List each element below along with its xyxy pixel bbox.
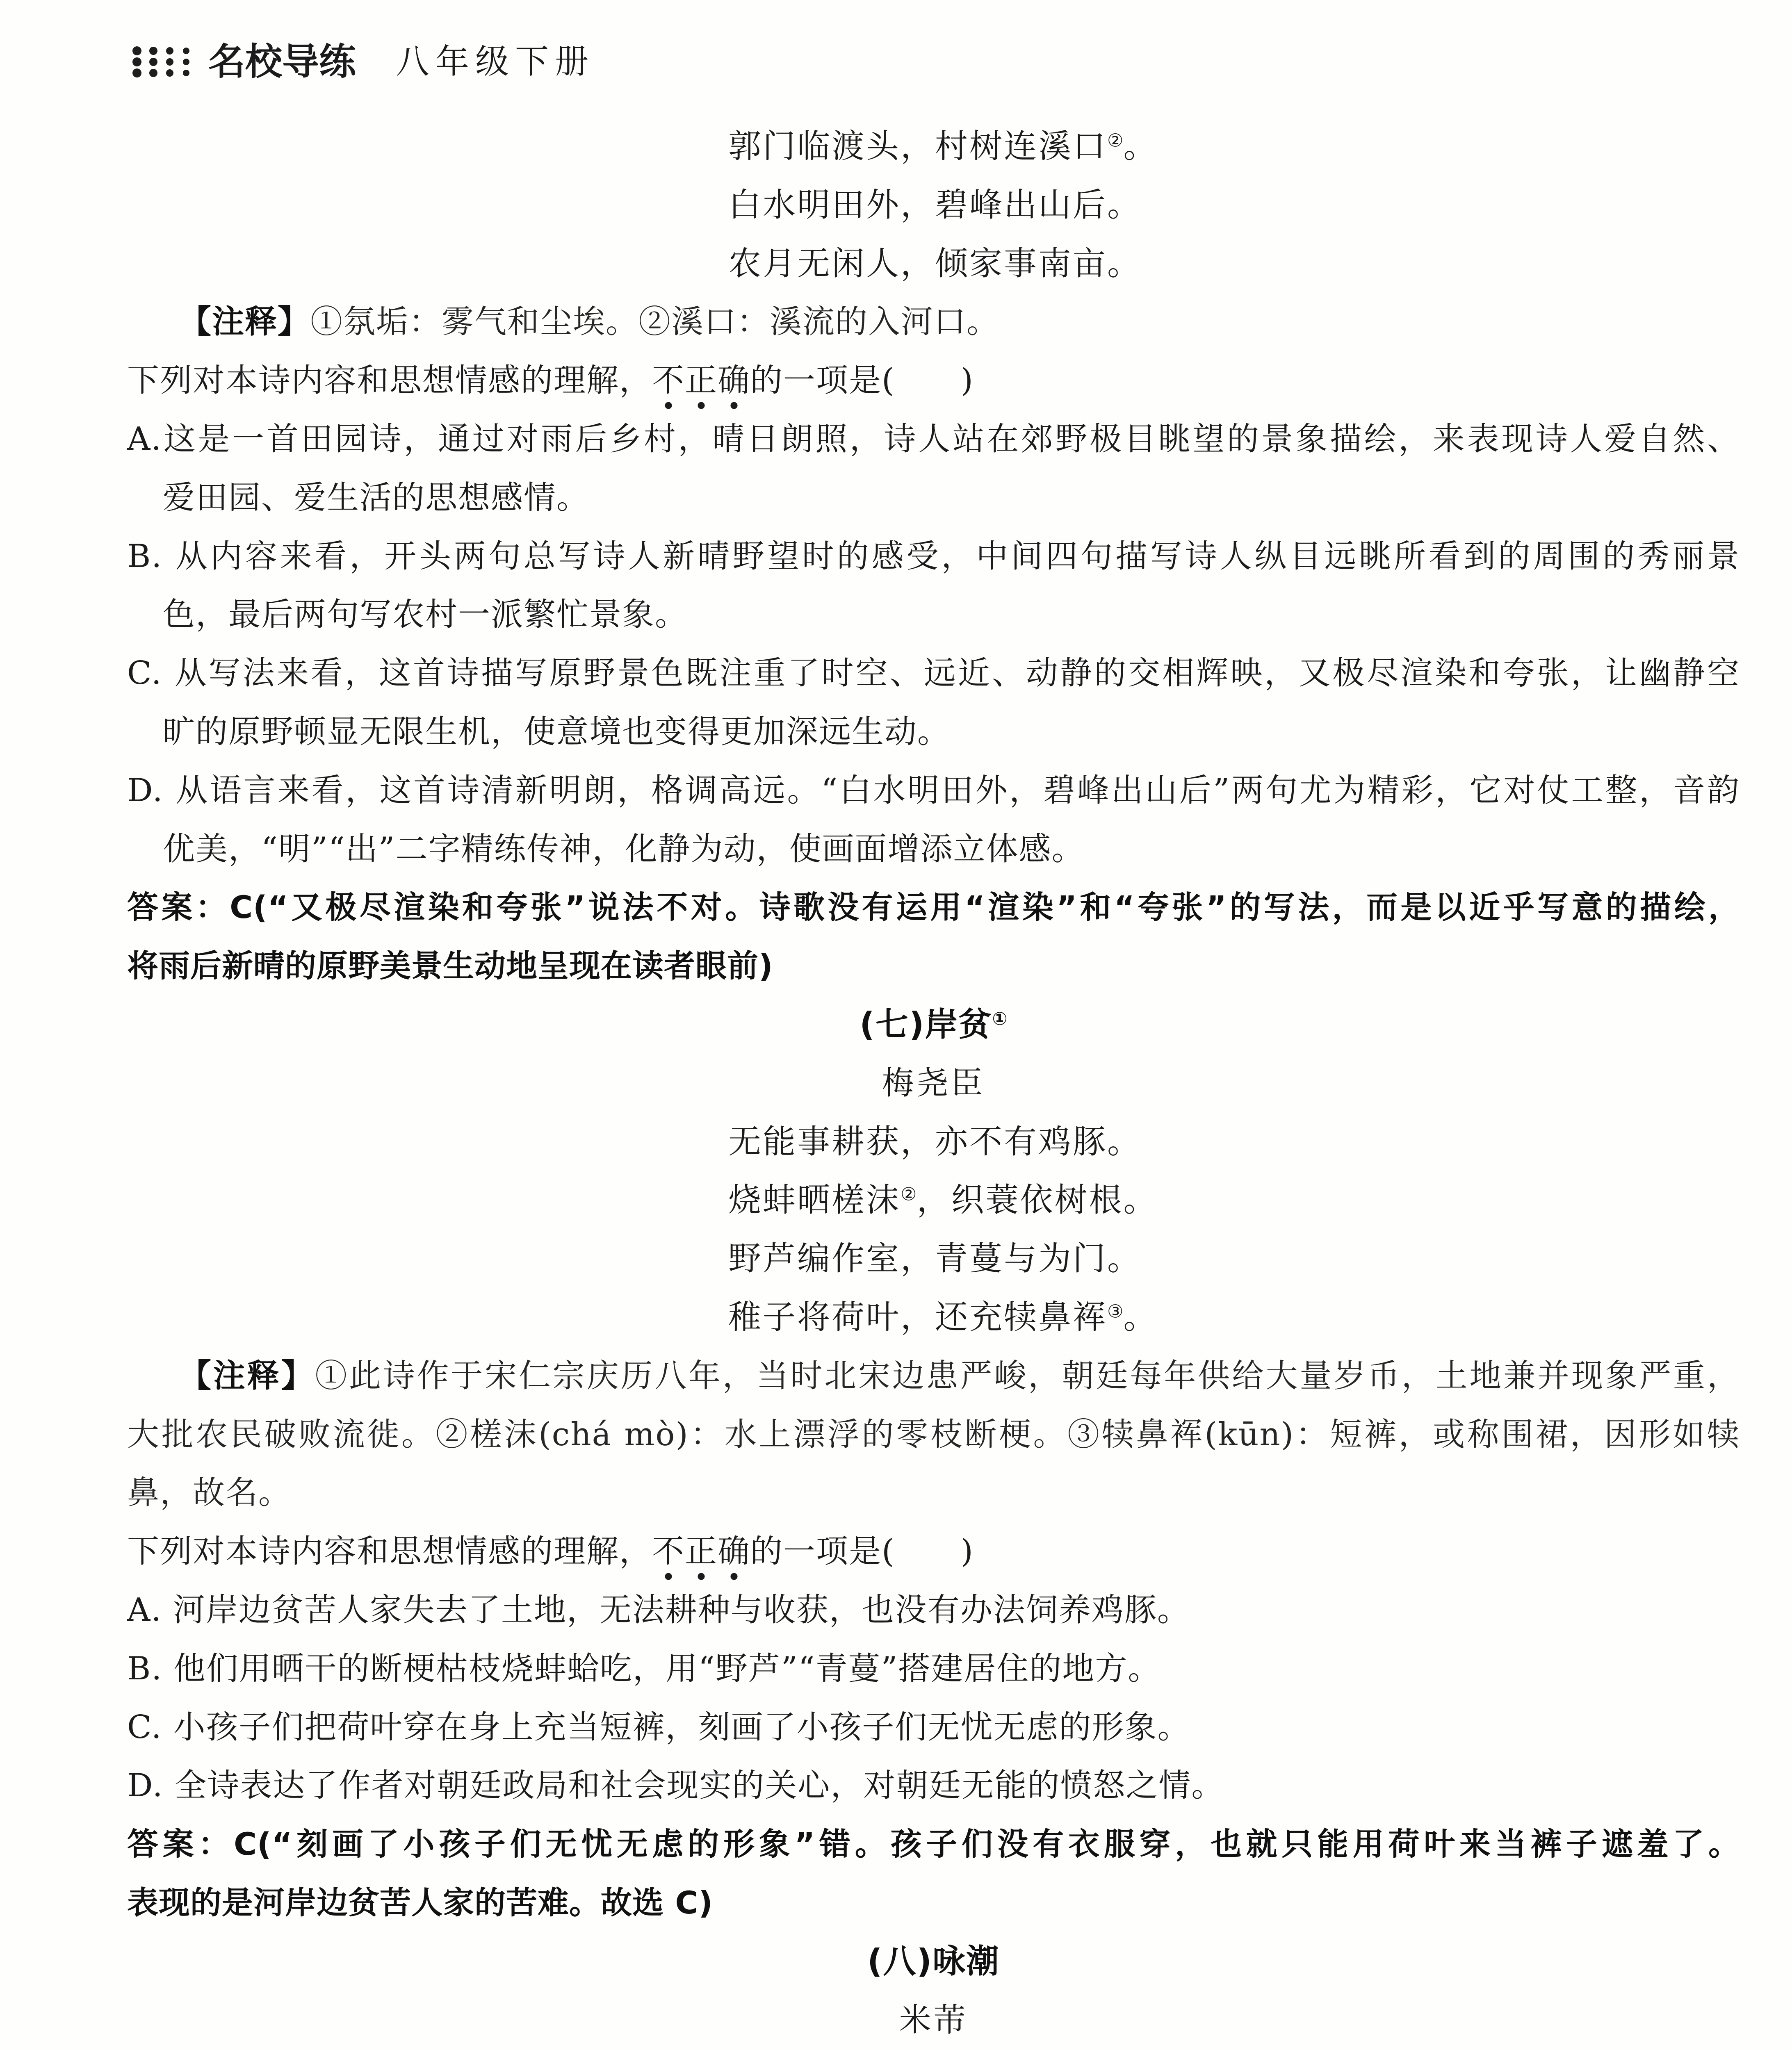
poem-line: 野芦编作室，青蔓与为门。	[728, 1239, 1142, 1278]
annotation-text: ①氛垢：雾气和尘埃。②溪口：溪流的入河口。	[310, 303, 1000, 341]
question-stem	[127, 1522, 1740, 1581]
poem-section-7	[127, 995, 1740, 1932]
answer: 答案：C(“刻画了小孩子们无忧无虑的形象”错。孩子们没有衣服穿，也就只能用荷叶来当裤子遮羞了。	[127, 1826, 1740, 1863]
answer: 答案：C(“又极尽渲染和夸张”说法不对。诗歌没有运用“渲染”和“夸张”的写法，而是以近乎写意的描绘，	[127, 889, 1740, 926]
poem-line: 烧蚌晒槎沫②，织蓑依树根。	[728, 1181, 1158, 1219]
option-a: A.这是一首田园诗，通过对雨后乡村，晴日朗照，诗人站在郊野极目眺望的景象描绘，来表现诗人爱自然、	[127, 420, 1740, 458]
emphasis-marked-text: 不正确	[652, 1522, 750, 1581]
question-text: 下列对本诗内容和思想情感的理解，	[127, 1533, 652, 1570]
poem-line: 稚子将荷叶，还充犊鼻裈③。	[728, 1298, 1158, 1336]
poem-title: (七)岸贫①	[860, 1005, 1008, 1043]
poem-section-8	[127, 1932, 1740, 2050]
footnote-marker: ①	[992, 1008, 1008, 1030]
annotation	[127, 293, 1740, 351]
footnote-marker: ②	[901, 1184, 917, 1205]
question-text: 的一项是( )	[750, 1533, 974, 1570]
option-b: B. 从内容来看，开头两句总写诗人新晴野望时的感受，中间四句描写诗人纵目远眺所看到的周围的秀丽景	[127, 538, 1740, 575]
series-brand: 名校导练	[208, 40, 356, 83]
grade-volume: 八年级下册	[396, 42, 595, 81]
dot-grid-icon	[130, 45, 196, 79]
option-b-continued: 色，最后两句写农村一派繁忙景象。	[163, 596, 688, 633]
question-stem	[127, 351, 1740, 410]
option-d: D. 从语言来看，这首诗清新明朗，格调高远。“白水明田外，碧峰出山后”两句尤为精彩，它对仗工整，音韵	[127, 772, 1740, 809]
question-text: 的一项是( )	[750, 362, 974, 399]
poem-line: 农月无闲人，倾家事南亩。	[728, 244, 1142, 282]
question-text: 下列对本诗内容和思想情感的理解，	[127, 362, 652, 399]
option-a-continued: 爱田园、爱生活的思想感情。	[163, 479, 590, 516]
option-d: D. 全诗表达了作者对朝廷政局和社会现实的关心，对朝廷无能的愤怒之情。	[127, 1767, 1224, 1804]
option-b: B. 他们用晒干的断梗枯枝烧蚌蛤吃，用“野芦”“青蔓”搭建居住的地方。	[127, 1650, 1161, 1687]
footnote-marker: ③	[1107, 1301, 1124, 1322]
footnote-marker: ②	[1107, 130, 1124, 151]
option-c: C. 从写法来看，这首诗描写原野景色既注重了时空、远近、动静的交相辉映，又极尽渲染和夸张，让幽静空	[127, 655, 1740, 692]
annotation-label: 【注释】	[179, 1357, 315, 1394]
poem-line: 郭门临渡头，村树连溪口②。	[728, 127, 1158, 165]
option-c-continued: 旷的原野顿显无限生机，使意境也变得更加深远生动。	[163, 713, 951, 750]
continued-poem-section	[127, 117, 1740, 995]
option-a: A. 河岸边贫苦人家失去了土地，无法耕种与收获，也没有办法饲养鸡豚。	[127, 1591, 1190, 1629]
poem-line: 白水明田外，碧峰出山后。	[728, 185, 1142, 224]
page-header	[130, 39, 663, 84]
annotation-label: 【注释】	[179, 303, 311, 341]
option-d-continued: 优美，“明”“出”二字精练传神，化静为动，使画面增添立体感。	[163, 830, 1085, 868]
annotation-continued: 鼻，故名。	[127, 1474, 292, 1512]
emphasis-marked-text: 不正确	[652, 351, 750, 410]
poem-author: 梅尧臣	[882, 1064, 985, 1102]
answer-continued: 表现的是河岸边贫苦人家的苦难。故选 C)	[127, 1884, 713, 1921]
option-c: C. 小孩子们把荷叶穿在身上充当短裤，刻画了小孩子们无忧无虑的形象。	[127, 1708, 1190, 1746]
poem-line: 无能事耕获，亦不有鸡豚。	[728, 1122, 1142, 1161]
page-body	[127, 117, 1740, 2050]
annotation-continued: 大批农民破败流徙。②槎沫(chá mò)：水上漂浮的零枝断梗。③犊鼻裈(kūn)：短裤，或称围裙，因形如犊	[127, 1416, 1740, 1453]
answer-continued: 将雨后新晴的原野美景生动地呈现在读者眼前)	[127, 948, 773, 984]
annotation-text: ①此诗作于宋仁宗庆历八年，当时北宋边患严峻，朝廷每年供给大量岁币，土地兼并现象严重，	[315, 1357, 1740, 1394]
annotation	[127, 1347, 1740, 1405]
poem-title: (八)咏潮	[867, 1942, 1000, 1980]
poem-author: 米芾	[899, 2001, 968, 2039]
